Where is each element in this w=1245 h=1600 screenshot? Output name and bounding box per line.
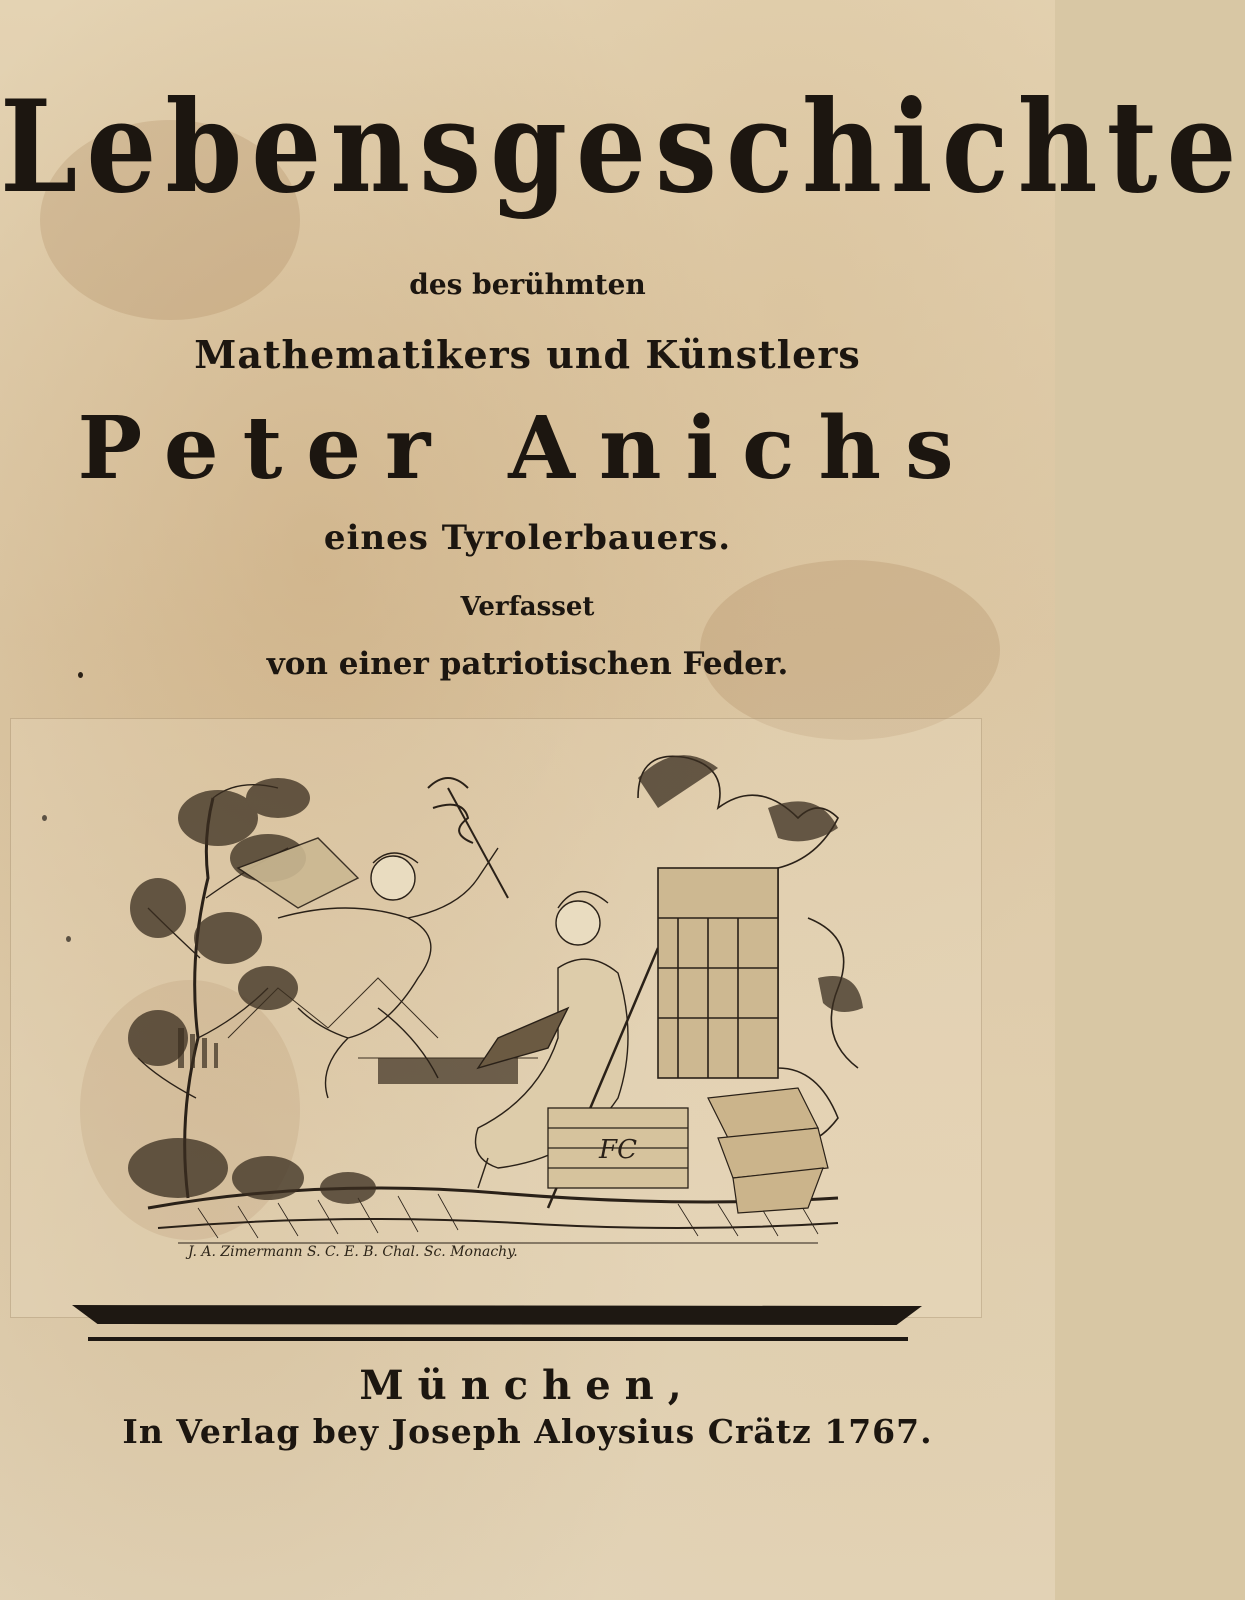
chest-monogram: FC — [599, 1135, 637, 1165]
subtitle-line-3: eines Tyrolerbauers. — [323, 518, 732, 558]
thin-rule — [88, 1337, 908, 1341]
engraver-signature: J. A. Zimermann S. C. E. B. Chal. Sc. Monachy. — [188, 1244, 518, 1260]
book-title: Lebensgeschichte — [0, 72, 1245, 221]
imprint-publisher: In Verlag bey Joseph Aloysius Crätz 1767. — [122, 1412, 933, 1451]
subject-name: Peter Anichs — [77, 398, 978, 499]
author-line: von einer patriotischen Feder. — [266, 646, 789, 682]
subtitle-line-1: des berühmten — [409, 268, 646, 301]
engraved-vignette — [118, 738, 870, 1268]
author-intro: Verfasset — [460, 592, 595, 622]
thick-rule — [72, 1305, 922, 1325]
subtitle-line-2: Mathematikers und Künstlers — [194, 332, 861, 377]
imprint-city: München, — [359, 1362, 696, 1409]
ink-speck — [78, 672, 83, 678]
